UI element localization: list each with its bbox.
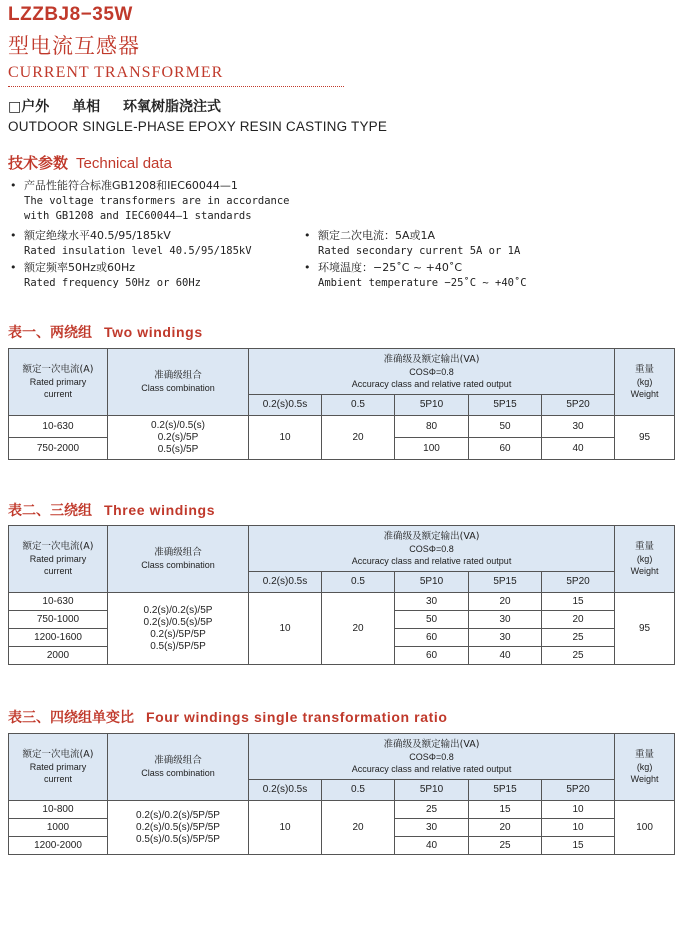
header-class-combination: 准确级组合 Class combination xyxy=(108,349,249,416)
header-accuracy-col: 5P20 xyxy=(542,395,615,416)
output-cell: 60 xyxy=(469,438,542,460)
output-cell: 20 xyxy=(469,593,542,611)
output-cell: 20 xyxy=(322,801,395,855)
table-three-windings xyxy=(8,525,675,665)
table2-title-en: Three windings xyxy=(104,502,216,518)
header-accuracy-col: 5P10 xyxy=(395,780,469,801)
weight-cell: 100 xyxy=(615,801,675,855)
header-accuracy-col: 0.5 xyxy=(322,572,395,593)
primary-current-cell: 10-630 xyxy=(9,416,108,438)
type-chinese xyxy=(8,96,239,116)
header-weight: 重量 (kg) Weight xyxy=(615,734,675,801)
output-cell: 20 xyxy=(322,593,395,665)
bullet: • xyxy=(10,261,17,274)
header-class-combination: 准确级组合 Class combination xyxy=(108,734,249,801)
type-single-phase: 单相 xyxy=(72,99,101,115)
header-accuracy-col: 0.2(s)0.5s xyxy=(249,395,322,416)
header-accuracy-col: 5P20 xyxy=(542,780,615,801)
header-accuracy-col: 0.2(s)0.5s xyxy=(249,572,322,593)
spec-insulation-cn: 额定绝缘水平40.5/95/185kV xyxy=(24,229,171,242)
output-cell: 30 xyxy=(542,416,615,438)
header-accuracy-col: 5P20 xyxy=(542,572,615,593)
class-combination-cell: 0.2(s)/0.5(s) 0.2(s)/5P 0.5(s)/5P xyxy=(108,416,249,460)
type-epoxy: 环氧树脂浇注式 xyxy=(122,99,221,115)
output-cell: 20 xyxy=(322,416,395,460)
spec-standard xyxy=(10,178,314,225)
technical-data-heading-cn: 技术参数 xyxy=(8,154,69,172)
spec-frequency xyxy=(10,260,314,291)
table-row xyxy=(9,416,675,438)
header-accuracy-col: 5P10 xyxy=(395,395,469,416)
header-primary-current: 额定一次电流(A) Rated primary current xyxy=(9,349,108,416)
header-accuracy-col: 0.5 xyxy=(322,780,395,801)
output-cell: 20 xyxy=(469,819,542,837)
spec-secondary-cn: 额定二次电流：5A或1A xyxy=(318,229,436,242)
output-cell: 30 xyxy=(469,629,542,647)
weight-cell: 95 xyxy=(615,593,675,665)
spec-frequency-en: Rated frequency 50Hz or 60Hz xyxy=(24,276,202,289)
primary-current-cell: 2000 xyxy=(9,647,108,665)
output-cell: 25 xyxy=(542,647,615,665)
spec-frequency-cn: 额定频率50Hz或60Hz xyxy=(24,261,136,274)
class-combination-cell: 0.2(s)/0.2(s)/5P 0.2(s)/0.5(s)/5P 0.2(s)/5P/5P 0.5(s)/5P/5P xyxy=(108,593,249,665)
output-cell: 15 xyxy=(469,801,542,819)
output-cell: 25 xyxy=(395,801,469,819)
primary-current-cell: 750-1000 xyxy=(9,611,108,629)
output-cell: 40 xyxy=(542,438,615,460)
table1-title-en: Two windings xyxy=(104,324,203,340)
spec-temperature xyxy=(304,260,618,291)
bullet: • xyxy=(304,261,311,274)
spec-standard-en-2: with GB1208 and IEC60044—1 standards xyxy=(24,210,252,223)
output-cell: 10 xyxy=(542,819,615,837)
spec-insulation-en: Rated insulation level 40.5/95/185kV xyxy=(24,244,252,257)
type-outdoor: □户外 xyxy=(8,99,50,115)
primary-current-cell: 10-800 xyxy=(9,801,108,819)
output-cell: 80 xyxy=(395,416,469,438)
output-cell: 50 xyxy=(469,416,542,438)
header-accuracy-col: 5P15 xyxy=(469,780,542,801)
output-cell: 10 xyxy=(249,416,322,460)
header-primary-current: 额定一次电流(A) Rated primary current xyxy=(9,526,108,593)
table-two-windings xyxy=(8,348,675,460)
header-accuracy-col: 0.5 xyxy=(322,395,395,416)
output-cell: 40 xyxy=(395,837,469,855)
bullet: • xyxy=(10,229,17,242)
header-accuracy-output: 准确级及额定输出(VA) COSΦ=0.8 Accuracy class and relative rated output xyxy=(249,349,615,395)
output-cell: 10 xyxy=(542,801,615,819)
table-four-windings xyxy=(8,733,675,855)
title-english: CURRENT TRANSFORMER xyxy=(8,64,224,81)
output-cell: 30 xyxy=(395,819,469,837)
title-divider xyxy=(8,86,344,87)
table2-title-cn: 表二、三绕组 xyxy=(8,503,92,519)
bullet: • xyxy=(10,179,17,192)
spec-secondary-current xyxy=(304,228,618,259)
output-cell: 50 xyxy=(395,611,469,629)
table3-title-en: Four windings single transformation ratio xyxy=(146,709,448,725)
output-cell: 30 xyxy=(469,611,542,629)
output-cell: 60 xyxy=(395,647,469,665)
header-accuracy-output: 准确级及额定输出(VA) COSΦ=0.8 Accuracy class and relative rated output xyxy=(249,526,615,572)
table3-title xyxy=(8,707,448,727)
header-weight: 重量 (kg) Weight xyxy=(615,349,675,416)
class-combination-cell: 0.2(s)/0.2(s)/5P/5P 0.2(s)/0.5(s)/5P/5P 0.5(s)/0.5(s)/5P/5P xyxy=(108,801,249,855)
technical-data-heading xyxy=(8,152,172,173)
output-cell: 10 xyxy=(249,801,322,855)
table1-title-cn: 表一、两绕组 xyxy=(8,325,92,341)
output-cell: 60 xyxy=(395,629,469,647)
table-row xyxy=(9,801,675,819)
weight-cell: 95 xyxy=(615,416,675,460)
header-accuracy-col: 5P10 xyxy=(395,572,469,593)
output-cell: 10 xyxy=(249,593,322,665)
type-english: OUTDOOR SINGLE-PHASE EPOXY RESIN CASTING TYPE xyxy=(8,119,388,134)
header-accuracy-col: 5P15 xyxy=(469,572,542,593)
table2-title xyxy=(8,500,215,520)
spec-standard-cn: 产品性能符合标准GB1208和IEC60044—1 xyxy=(24,179,238,192)
header-accuracy-col: 0.2(s)0.5s xyxy=(249,780,322,801)
primary-current-cell: 1000 xyxy=(9,819,108,837)
spec-standard-en-1: The voltage transformers are in accordance xyxy=(24,194,290,207)
primary-current-cell: 10-630 xyxy=(9,593,108,611)
output-cell: 25 xyxy=(469,837,542,855)
output-cell: 100 xyxy=(395,438,469,460)
output-cell: 40 xyxy=(469,647,542,665)
table-row xyxy=(9,593,675,611)
output-cell: 15 xyxy=(542,593,615,611)
header-weight: 重量 (kg) Weight xyxy=(615,526,675,593)
spec-secondary-en: Rated secondary current 5A or 1A xyxy=(318,244,521,257)
header-class-combination: 准确级组合 Class combination xyxy=(108,526,249,593)
primary-current-cell: 1200-1600 xyxy=(9,629,108,647)
model-number: LZZBJ8−35W xyxy=(8,4,133,25)
table1-title xyxy=(8,322,203,342)
output-cell: 20 xyxy=(542,611,615,629)
output-cell: 25 xyxy=(542,629,615,647)
technical-data-heading-en: Technical data xyxy=(76,155,172,172)
spec-insulation xyxy=(10,228,314,259)
output-cell: 15 xyxy=(542,837,615,855)
primary-current-cell: 1200-2000 xyxy=(9,837,108,855)
header-accuracy-output: 准确级及额定输出(VA) COSΦ=0.8 Accuracy class and relative rated output xyxy=(249,734,615,780)
header-accuracy-col: 5P15 xyxy=(469,395,542,416)
title-chinese: 型电流互感器 xyxy=(8,34,140,58)
primary-current-cell: 750-2000 xyxy=(9,438,108,460)
spec-temperature-cn: 环境温度：−25˚C ~ +40˚C xyxy=(318,261,462,274)
spec-temperature-en: Ambient temperature −25˚C ~ +40˚C xyxy=(318,276,527,289)
header-primary-current: 额定一次电流(A) Rated primary current xyxy=(9,734,108,801)
table3-title-cn: 表三、四绕组单变比 xyxy=(8,710,134,726)
bullet: • xyxy=(304,229,311,242)
output-cell: 30 xyxy=(395,593,469,611)
